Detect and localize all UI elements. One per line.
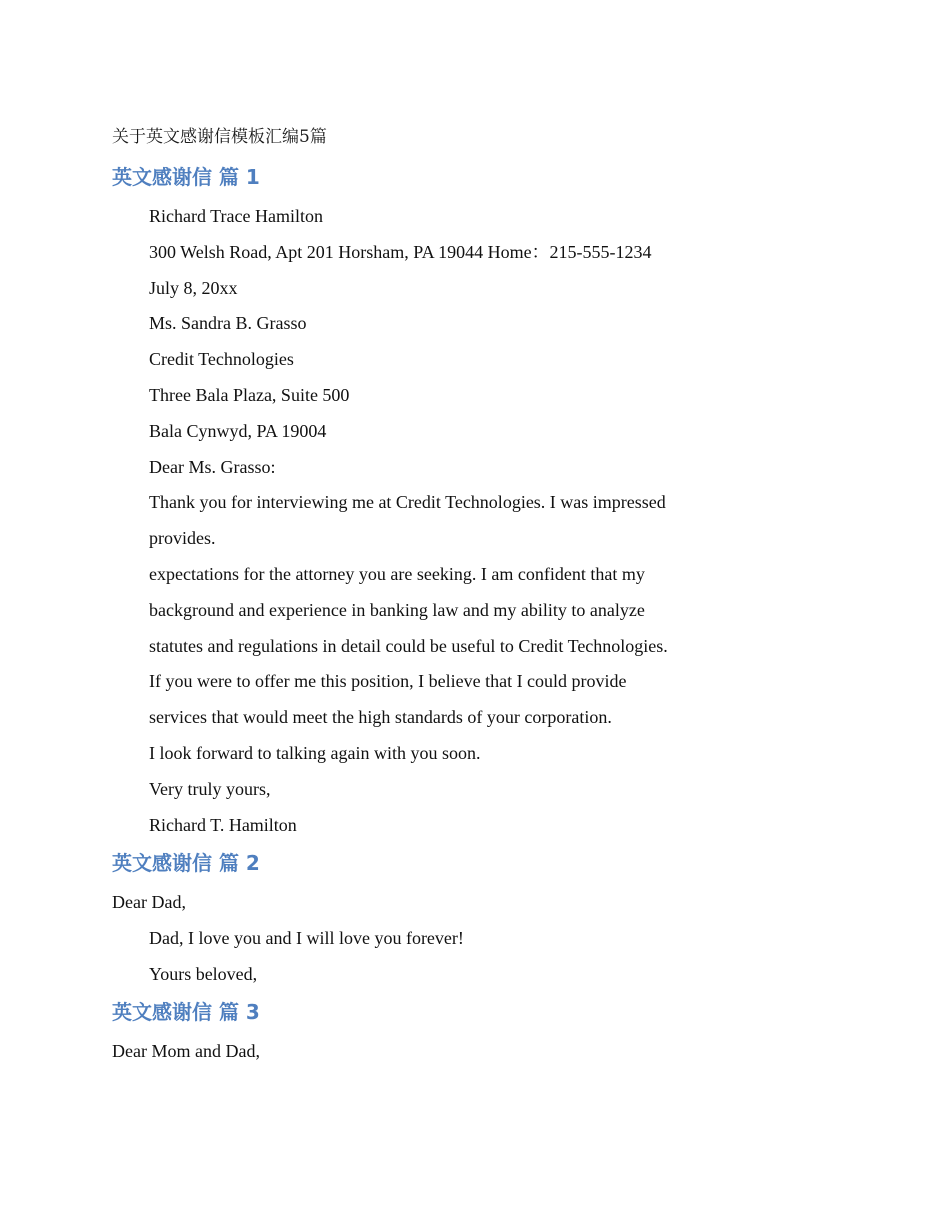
salutation: Dear Mom and Dad, [112,1041,260,1061]
sender-name: Richard Trace Hamilton [149,206,323,226]
section-heading-2: 英文感谢信 篇 2 [112,851,260,875]
salutation: Dear Ms. Grasso: [149,457,276,477]
document-title: 关于英文感谢信模板汇编5篇 [112,127,327,147]
body-line: provides. [149,528,216,548]
body-line: background and experience in banking law and my ability to analyze [149,600,645,620]
recipient-company: Credit Technologies [149,349,294,369]
salutation: Dear Dad, [112,892,186,912]
body-line: expectations for the attorney you are seeking. I am confident that my [149,564,645,584]
body-line: If you were to offer me this position, I believe that I could provide [149,671,627,691]
letter-date: July 8, 20xx [149,278,238,298]
recipient-name: Ms. Sandra B. Grasso [149,313,307,333]
body-line: I look forward to talking again with you soon. [149,743,481,763]
body-line: Thank you for interviewing me at Credit Technologies. I was impressed [149,492,666,512]
body-line: Dad, I love you and I will love you forever! [149,928,464,948]
recipient-address-line-2: Bala Cynwyd, PA 19004 [149,421,327,441]
section-heading-1: 英文感谢信 篇 1 [112,165,260,189]
signature-name: Richard T. Hamilton [149,815,297,835]
sender-address: 300 Welsh Road, Apt 201 Horsham, PA 19044 Home：215-555-1234 [149,242,652,262]
recipient-address-line-1: Three Bala Plaza, Suite 500 [149,385,350,405]
closing: Yours beloved, [149,964,258,984]
body-line: services that would meet the high standards of your corporation. [149,707,612,727]
section-heading-3: 英文感谢信 篇 3 [112,1000,260,1024]
body-line: statutes and regulations in detail could be useful to Credit Technologies. [149,636,668,656]
closing: Very truly yours, [149,779,271,799]
